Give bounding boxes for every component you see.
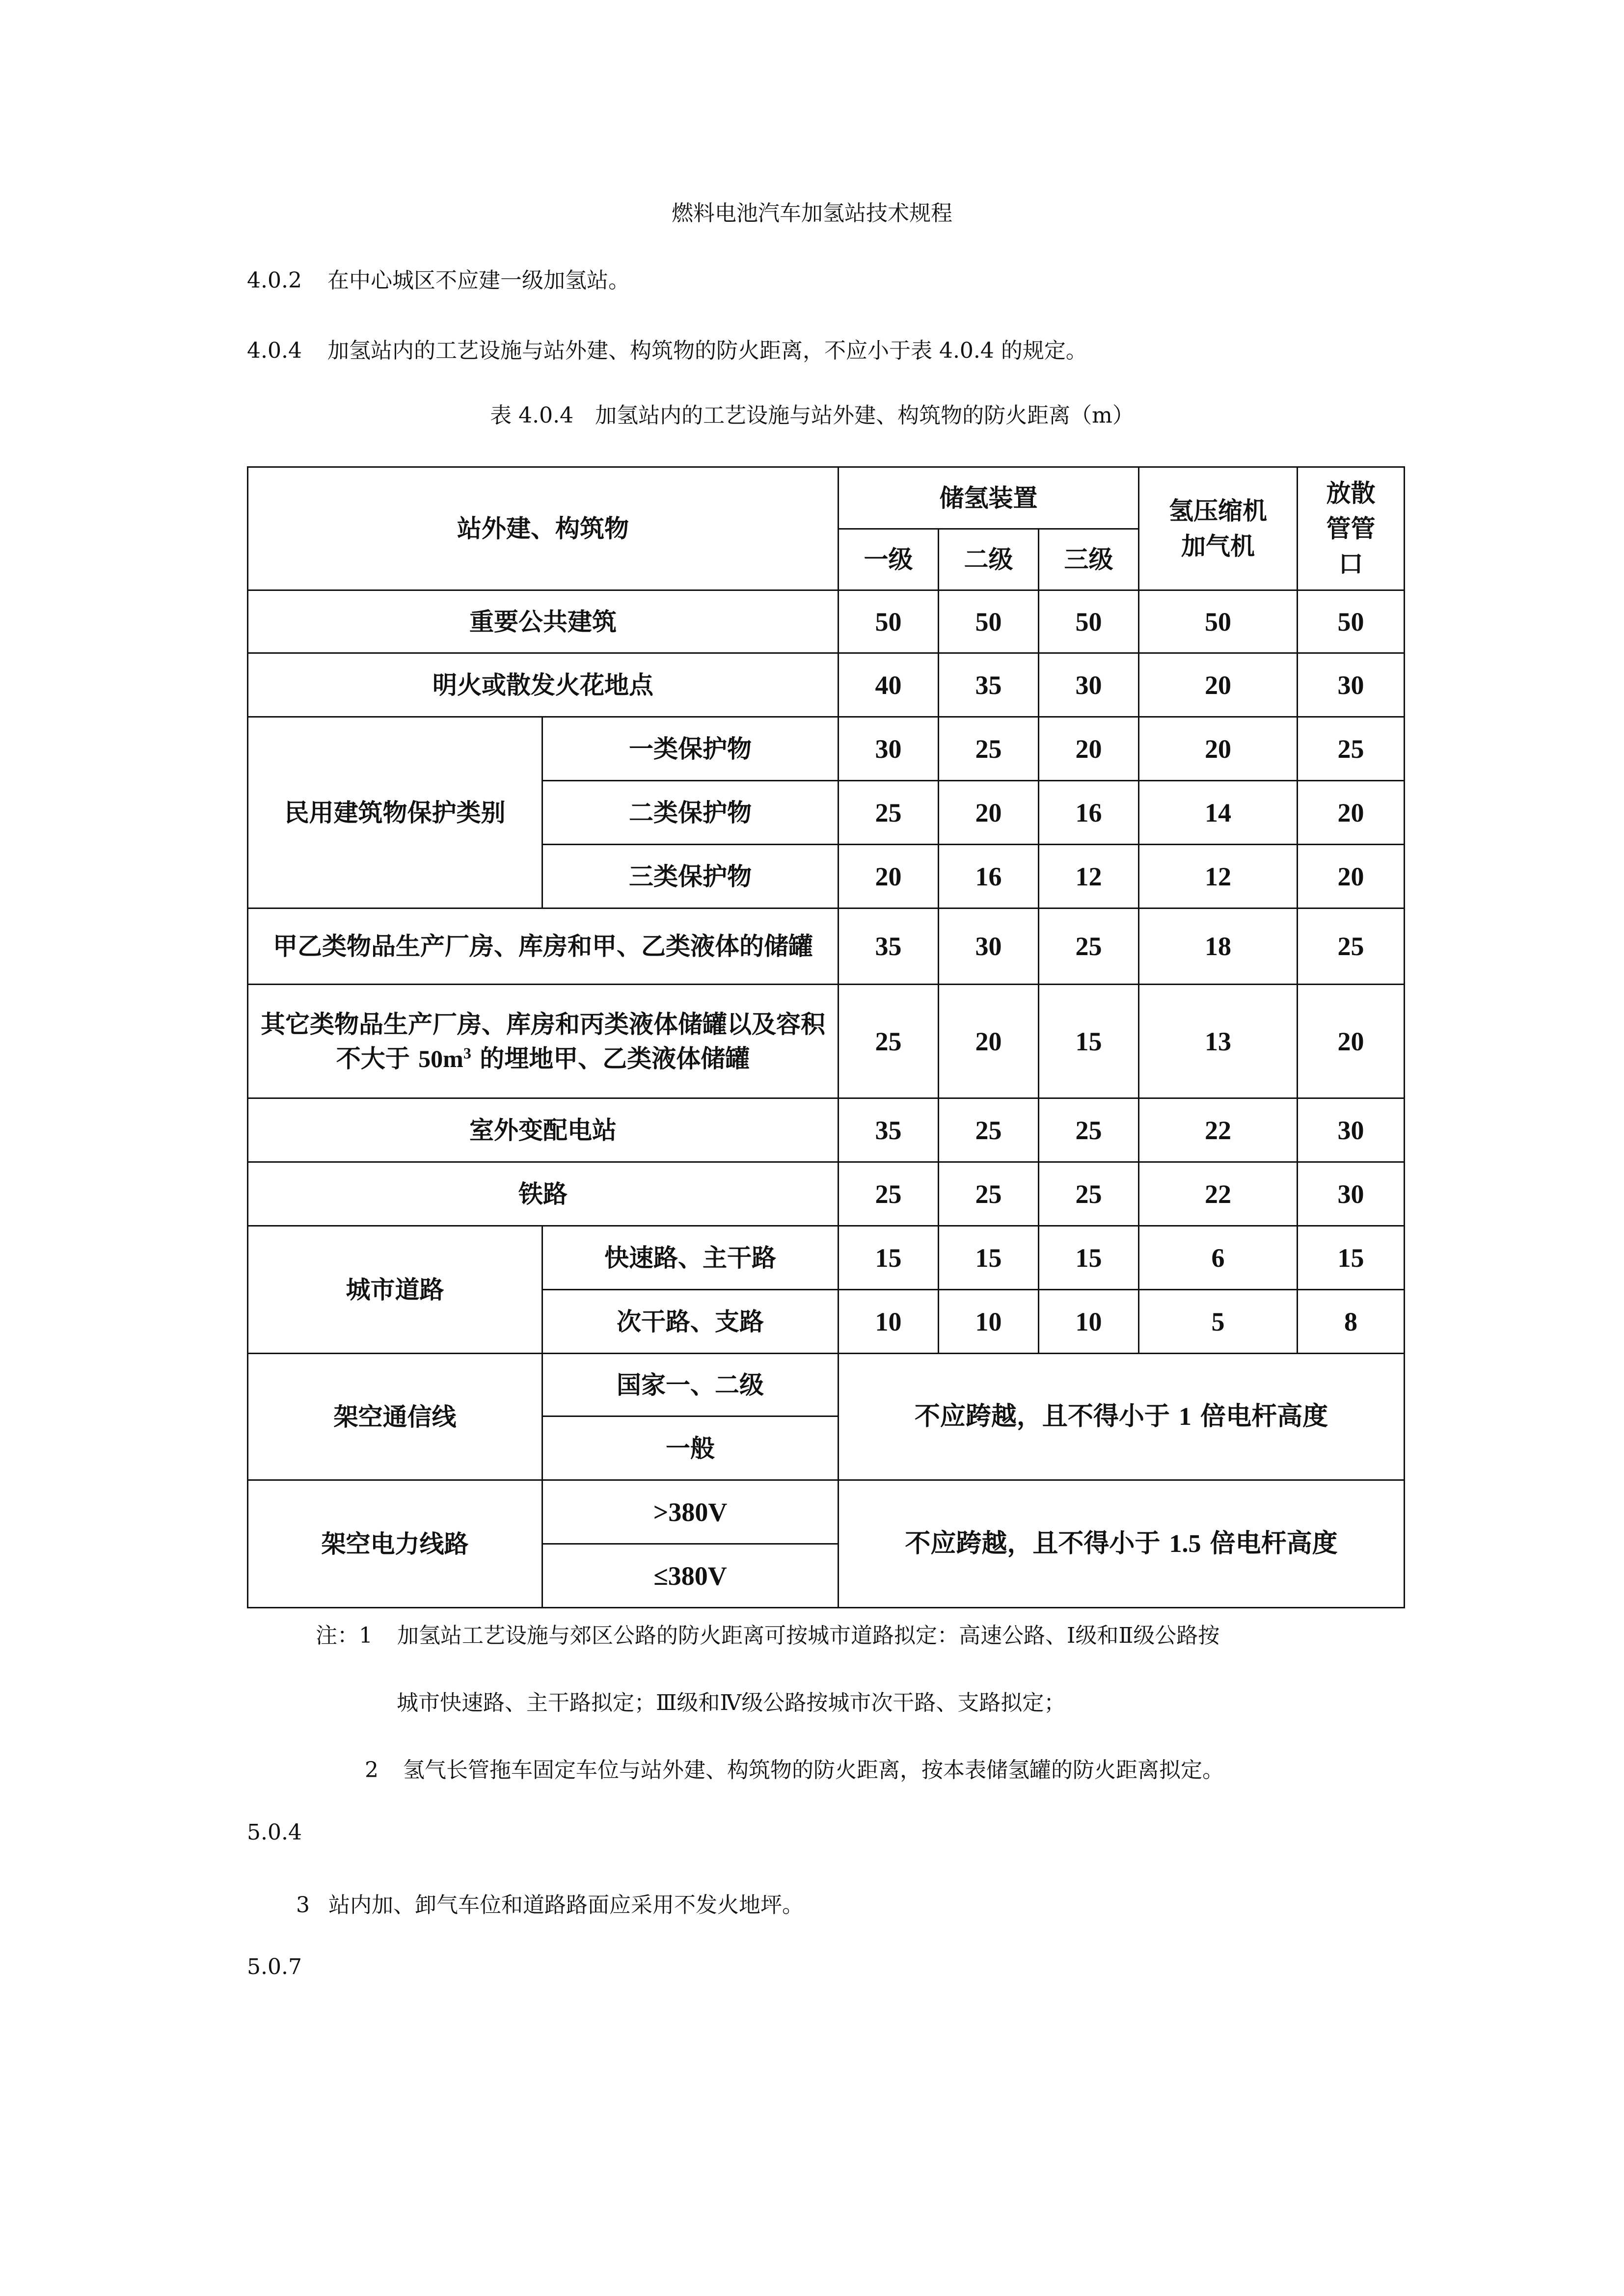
requirement-multiplier: 1: [1179, 1403, 1192, 1431]
value-cell: 20: [939, 985, 1039, 1098]
value-cell: 10: [939, 1290, 1039, 1354]
page-header: 燃料电池汽车加氢站技术规程: [672, 201, 952, 226]
group-label: 城市道路: [248, 1226, 542, 1354]
clause-number: 4.0.2: [247, 268, 302, 293]
value-cell: 50: [1298, 590, 1405, 653]
value-cell: 40: [839, 653, 939, 717]
table-header-row: [248, 467, 1405, 529]
note-label: 注：1: [316, 1623, 373, 1648]
row-label: 二类保护物: [542, 781, 839, 845]
value-cell: 25: [1039, 908, 1139, 985]
clause-number: 4.0.4: [247, 338, 302, 363]
table-row: [248, 1226, 1405, 1290]
value-cell: 25: [839, 985, 939, 1098]
table-row: [248, 1098, 1405, 1162]
note-1-continued: 城市快速路、主干路拟定；Ⅲ级和Ⅳ级公路按城市次干路、支路拟定；: [397, 1690, 1066, 1715]
table-row: [248, 1480, 1405, 1544]
note-1: [316, 1618, 1219, 1649]
row-label: 一般: [542, 1416, 839, 1480]
row-label: 甲乙类物品生产厂房、库房和甲、乙类液体的储罐: [248, 908, 839, 985]
value-cell: 20: [1139, 717, 1298, 781]
row-label-volume-exponent: 3: [463, 1043, 471, 1062]
requirement-text-pre: 不应跨越，且不得小于: [914, 1402, 1170, 1431]
value-cell: 50: [1139, 590, 1298, 653]
value-cell: 25: [939, 717, 1039, 781]
clause-5-0-4-number: 5.0.4: [247, 1820, 302, 1845]
value-cell: 15: [1039, 1226, 1139, 1290]
row-label: 国家一、二级: [542, 1354, 839, 1416]
value-cell: 35: [839, 908, 939, 985]
row-label: 三类保护物: [542, 845, 839, 908]
note-label: 2: [365, 1758, 379, 1783]
value-cell: 15: [839, 1226, 939, 1290]
value-cell: 25: [1039, 1098, 1139, 1162]
note-text: 氢气长管拖车固定车位与站外建、构筑物的防火距离，按本表储氢罐的防火距离拟定。: [403, 1758, 1224, 1783]
value-cell: 22: [1139, 1162, 1298, 1226]
value-cell: 30: [1039, 653, 1139, 717]
clause-5-0-7-number: 5.0.7: [247, 1954, 302, 1979]
value-cell: 16: [939, 845, 1039, 908]
table-row: [248, 1354, 1405, 1416]
value-cell: 14: [1139, 781, 1298, 845]
item-3: [296, 1887, 804, 1919]
row-label: 重要公共建筑: [248, 590, 839, 653]
value-cell: 50: [839, 590, 939, 653]
value-cell: 25: [1298, 717, 1405, 781]
group-label: 民用建筑物保护类别: [248, 717, 542, 908]
item-number: 3: [296, 1893, 310, 1918]
requirement-text-post: 倍电杆高度: [1210, 1529, 1338, 1558]
value-cell: 10: [1039, 1290, 1139, 1354]
row-label: 铁路: [248, 1162, 839, 1226]
value-cell: 30: [939, 908, 1039, 985]
table-row: [248, 653, 1405, 717]
note-text-line1: 加氢站工艺设施与郊区公路的防火距离可按城市道路拟定：高速公路、Ⅰ级和Ⅱ级公路按: [397, 1623, 1220, 1648]
row-label-volume: 50m: [418, 1044, 463, 1072]
value-cell: 25: [939, 1098, 1039, 1162]
row-label: 室外变配电站: [248, 1098, 839, 1162]
value-cell: 50: [1039, 590, 1139, 653]
row-label: >380V: [542, 1480, 839, 1544]
value-cell: 20: [1139, 653, 1298, 717]
group-label: 架空通信线: [248, 1354, 542, 1480]
value-cell: 12: [1039, 845, 1139, 908]
value-cell: 25: [1039, 1162, 1139, 1226]
value-cell: 22: [1139, 1098, 1298, 1162]
clause-text: 在中心城区不应建一级加氢站。: [327, 268, 630, 293]
requirement-multiplier: 1.5: [1169, 1530, 1201, 1558]
value-cell: 20: [1039, 717, 1139, 781]
clause-text: 加氢站内的工艺设施与站外建、构筑物的防火距离，不应小于表 4.0.4 的规定。: [327, 338, 1087, 363]
value-cell: 30: [1298, 1098, 1405, 1162]
value-cell: 12: [1139, 845, 1298, 908]
value-cell: 30: [839, 717, 939, 781]
item-text: 站内加、卸气车位和道路路面应采用不发火地坪。: [328, 1893, 804, 1918]
value-cell: 15: [939, 1226, 1039, 1290]
row-label: 一类保护物: [542, 717, 839, 781]
row-label-part2: 的埋地甲、乙类液体储罐: [480, 1044, 750, 1073]
value-cell: 35: [939, 653, 1039, 717]
fire-distance-table: [247, 466, 1405, 1608]
value-cell: 13: [1139, 985, 1298, 1098]
row-label-part1: 其它类物品生产厂房、库房和丙类液体储罐以及容积不大于: [261, 1010, 825, 1073]
table-row: [248, 717, 1405, 781]
value-cell: 8: [1298, 1290, 1405, 1354]
value-cell: 6: [1139, 1226, 1298, 1290]
row-label: 次干路、支路: [542, 1290, 839, 1354]
header-grade-1: 一级: [839, 529, 939, 590]
value-cell: 20: [1298, 781, 1405, 845]
requirement-cell: [839, 1480, 1405, 1608]
value-cell: 25: [839, 781, 939, 845]
value-cell: 25: [1298, 908, 1405, 985]
requirement-text-pre: 不应跨越，且不得小于: [905, 1529, 1161, 1558]
value-cell: 15: [1039, 985, 1139, 1098]
value-cell: 30: [1298, 653, 1405, 717]
header-compressor: 氢压缩机加气机: [1139, 467, 1298, 590]
table-caption: 表 4.0.4 加氢站内的工艺设施与站外建、构筑物的防火距离（m）: [490, 403, 1134, 428]
row-label: 明火或散发火花地点: [248, 653, 839, 717]
row-label: [248, 985, 839, 1098]
group-label: 架空电力线路: [248, 1480, 542, 1608]
header-grade-2: 二级: [939, 529, 1039, 590]
value-cell: 18: [1139, 908, 1298, 985]
clause-4-0-4: [247, 333, 1087, 364]
header-storage: 储氢装置: [839, 467, 1139, 529]
value-cell: 20: [1298, 845, 1405, 908]
clause-4-0-2: [247, 263, 630, 294]
value-cell: 20: [839, 845, 939, 908]
note-2: [365, 1752, 1224, 1784]
table-row: [248, 590, 1405, 653]
value-cell: 50: [939, 590, 1039, 653]
table-row: [248, 985, 1405, 1098]
table-row: [248, 908, 1405, 985]
value-cell: 20: [1298, 985, 1405, 1098]
value-cell: 25: [839, 1162, 939, 1226]
value-cell: 16: [1039, 781, 1139, 845]
requirement-cell: [839, 1354, 1405, 1480]
value-cell: 30: [1298, 1162, 1405, 1226]
value-cell: 15: [1298, 1226, 1405, 1290]
header-vent: 放散管管口: [1298, 467, 1405, 590]
value-cell: 25: [939, 1162, 1039, 1226]
value-cell: 5: [1139, 1290, 1298, 1354]
row-label: ≤380V: [542, 1544, 839, 1608]
header-grade-3: 三级: [1039, 529, 1139, 590]
value-cell: 35: [839, 1098, 939, 1162]
value-cell: 10: [839, 1290, 939, 1354]
table-row: [248, 1162, 1405, 1226]
header-object: 站外建、构筑物: [248, 467, 839, 590]
requirement-text-post: 倍电杆高度: [1200, 1402, 1328, 1431]
row-label: 快速路、主干路: [542, 1226, 839, 1290]
value-cell: 20: [939, 781, 1039, 845]
